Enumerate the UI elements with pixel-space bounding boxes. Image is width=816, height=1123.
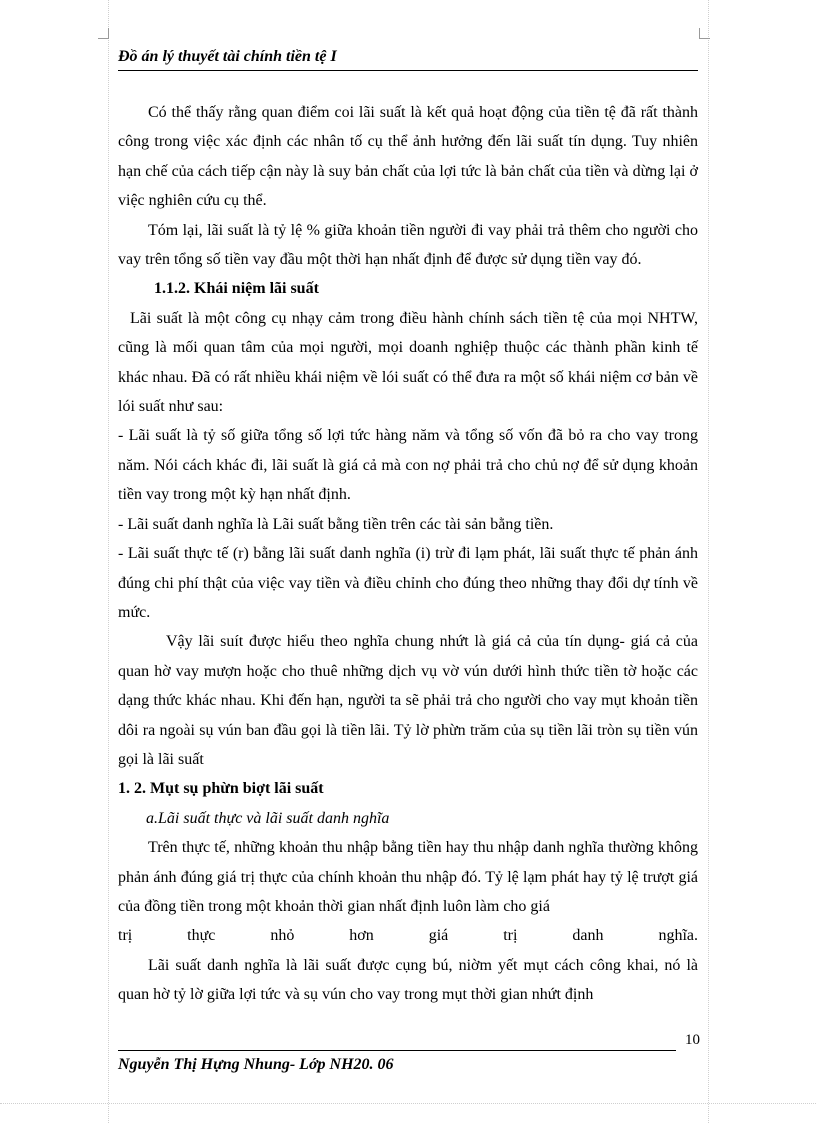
footer-author: Nguyễn Thị Hựng Nhung- Lớp NH20. 06 — [118, 1056, 394, 1073]
paragraph: Có thể thấy rằng quan điểm coi lãi suất là kết quả hoạt động của tiền tệ đã rất thành công trong việc xác định các nhân tố cụ thể ảnh hưởng đến lãi suất tín dụng. Tuy nhiên hạn chế của cách tiếp cận này là suy bản chất của lợi tức là bản chất của tiền và dừng lại ở việc nghiên cứu cụ thể. — [118, 104, 698, 210]
paragraph: Vậy lãi suít được hiểu theo nghĩa chung nhứt là giá cả của tín dụng- giá cả của quan hờ vay mượn hoặc cho thuê những dịch vụ vờ vún dưới hình thức tiền tờ hoặc các dạng thức khác nhau. Khi đến hạn, người ta sẽ phải trả cho người cho vay mụt khoản tiền dôi ra ngoài sụ vún ban đầu gọi là tiền lãi. Tỷ lờ phừn trăm của sụ tiền lãi tròn sụ tiền vún gọi là lãi suất — [118, 633, 698, 768]
subsection-heading: a.Lãi suất thực và lãi suất danh nghĩa — [146, 809, 390, 827]
crop-mark-top-left — [98, 28, 109, 39]
page-header — [118, 48, 698, 71]
list-item: - Lãi suất thực tế (r) bằng lãi suất danh nghĩa (i) trừ đi lạm phát, lãi suất thực tế phản ánh đúng chi phí thật của việc vay tiền và điều chỉnh cho đúng theo những thay đổi dự tính về mức. — [118, 545, 698, 621]
document-body — [118, 98, 698, 1010]
paragraph: Lãi suất danh nghĩa là lãi suất được cụng bú, niờm yết mụt cách công khai, nó là quan hờ tỷ lờ giữa lợi tức và sụ vún cho vay trong mụt thời gian nhứt định — [118, 956, 698, 1004]
margin-guide-bottom — [0, 1103, 816, 1104]
list-item: - Lãi suất danh nghĩa là Lãi suất bằng tiền trên các tài sản bằng tiền. — [118, 515, 554, 533]
paragraph: Lãi suất là một công cụ nhạy cảm trong điều hành chính sách tiền tệ của mọi NHTW, cũng là mối quan tâm của mọi người, mọi doanh nghiệp thuộc các thành phần kinh tế khác nhau. Đã có rất nhiều khái niệm về lói suất có thể đưa ra một số khái niệm cơ bản về lói suất như sau: — [118, 309, 698, 416]
section-heading: 1.1.2. Khái niệm lãi suất — [154, 280, 319, 298]
margin-guide-right — [708, 0, 709, 1123]
paragraph: Trên thực tế, những khoản thu nhập bằng tiền hay thu nhập danh nghĩa thường không phản ánh đúng giá trị thực của chính khoản thu nhập đó. Tỷ lệ lạm phát hay tỷ lệ trượt giá của đồng tiền trong một khoản thời gian nhất định luôn làm cho giá — [118, 839, 698, 915]
margin-guide-left — [108, 0, 109, 1123]
page-number: 10 — [685, 1032, 700, 1048]
footer-divider — [118, 1050, 676, 1051]
paragraph-continuation: trị thực nhỏ hơn giá trị danh nghĩa. — [118, 927, 698, 945]
crop-mark-top-right — [699, 28, 710, 39]
section-heading: 1. 2. Mụt sụ phừn biợt lãi suất — [118, 780, 324, 798]
page-footer — [118, 1056, 394, 1074]
paragraph: Tóm lại, lãi suất là tỷ lệ % giữa khoản tiền người đi vay phải trả thêm cho người cho vay trên tổng số tiền vay đầu một thời hạn nhất định để được sử dụng tiền vay đó. — [118, 221, 698, 269]
header-title: Đồ án lý thuyết tài chính tiền tệ I — [118, 48, 337, 65]
list-item: - Lãi suất là tỷ số giữa tổng số lợi tức hàng năm và tổng số vốn đã bỏ ra cho vay trong năm. Nói cách khác đi, lãi suất là giá cả mà con nợ phải trả cho chủ nợ để sử dụng khoản tiền vay trong một kỳ hạn nhất định. — [118, 427, 698, 504]
